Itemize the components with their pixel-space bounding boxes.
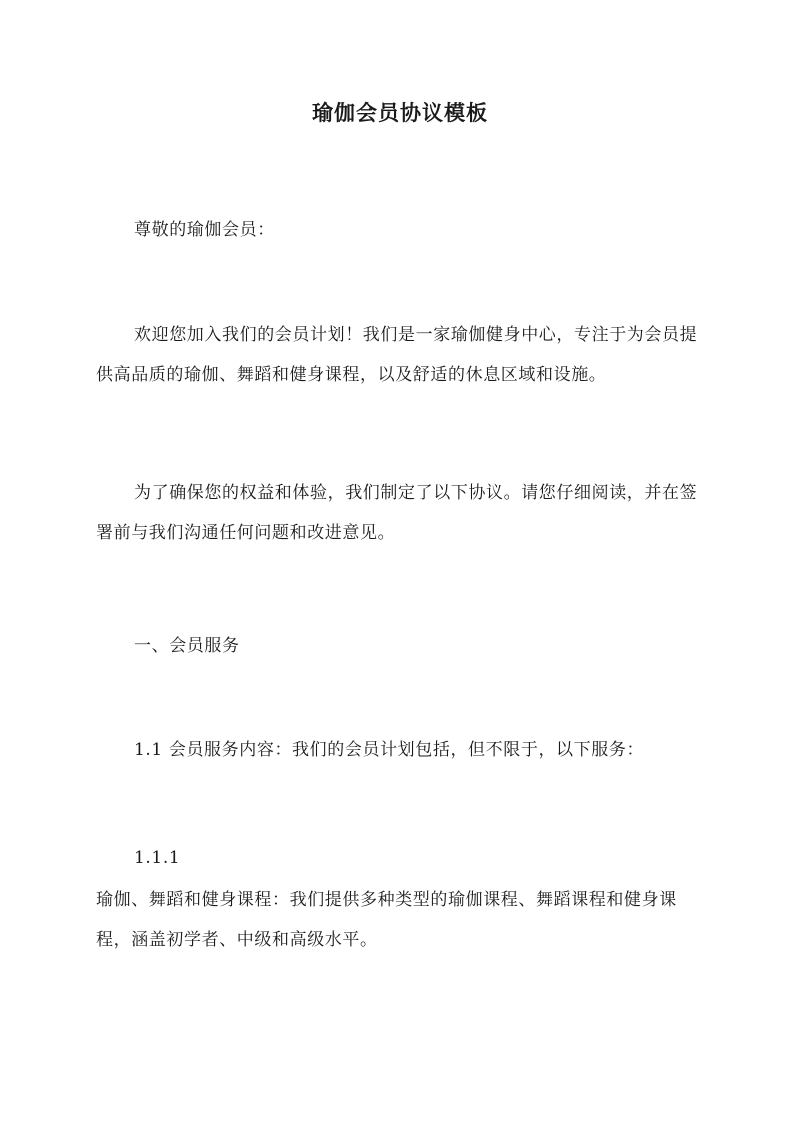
greeting-paragraph: 尊敬的瑜伽会员：: [134, 220, 275, 240]
section-heading-member-services: 一、会员服务: [134, 636, 240, 656]
purpose-paragraph: 为了确保您的权益和体验，我们制定了以下协议。请您仔细阅读，并在签署前与我们沟通任何问题和改进意见。: [96, 483, 698, 543]
document-title: 瑜伽会员协议模板: [312, 100, 488, 125]
clause-1-1: 1.1 会员服务内容：我们的会员计划包括，但不限于，以下服务：: [134, 740, 645, 760]
welcome-paragraph: 欢迎您加入我们的会员计划！我们是一家瑜伽健身中心，专注于为会员提供高品质的瑜伽、舞蹈和健身课程，以及舒适的休息区域和设施。: [96, 325, 698, 385]
clause-1-1-1-text: 瑜伽、舞蹈和健身课程：我们提供多种类型的瑜伽课程、舞蹈课程和健身课程，涵盖初学者、中级和高级水平。: [96, 890, 677, 950]
clause-1-1-1-number: 1.1.1: [134, 848, 181, 868]
